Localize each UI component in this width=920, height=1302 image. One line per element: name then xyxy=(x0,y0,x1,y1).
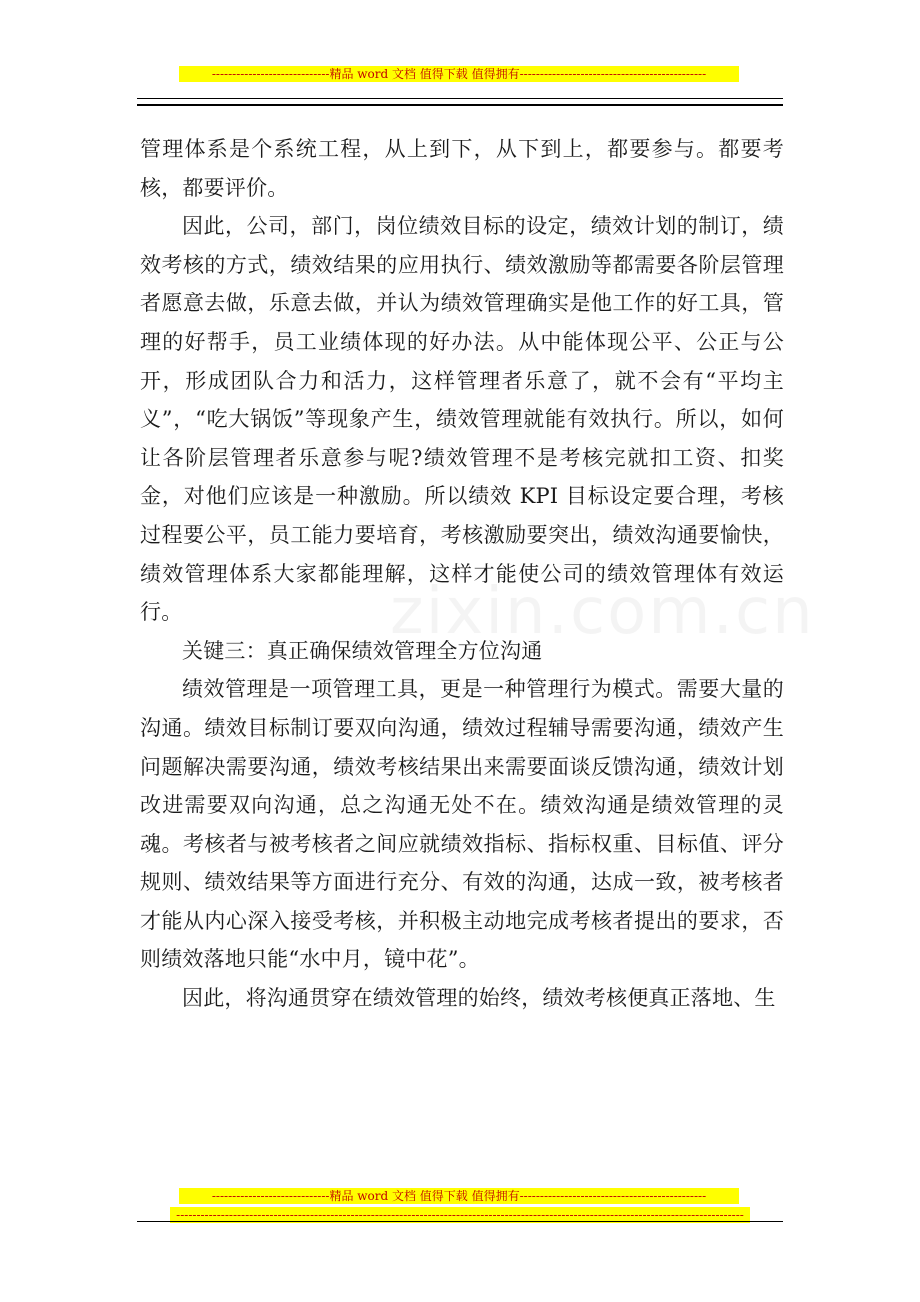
document-body xyxy=(140,130,784,1018)
footer-rule xyxy=(137,1221,783,1222)
paragraph-1: 管理体系是个系统工程，从上到下，从下到上，都要参与。都要考核，都要评价。 xyxy=(140,137,784,200)
footer-dash-banner: -------------------------------------------------------------------------------------------------------------------------------------------- xyxy=(170,1207,750,1223)
footer-banner: -----------------------------精品 word 文档 值得下载 值得拥有---------------------------------------------- xyxy=(179,1188,739,1204)
header-rule-thick xyxy=(137,104,783,106)
header-banner: -----------------------------精品 word 文档 值得下载 值得拥有---------------------------------------------- xyxy=(179,66,739,82)
header-rule-thin xyxy=(137,98,783,99)
paragraph-4: 因此，将沟通贯穿在绩效管理的始终，绩效考核便真正落地、生 xyxy=(182,986,776,1011)
section-heading: 关键三：真正确保绩效管理全方位沟通 xyxy=(182,638,543,663)
paragraph-3: 绩效管理是一项管理工具，更是一种管理行为模式。需要大量的沟通。绩效目标制订要双向沟通，绩效过程辅导需要沟通，绩效产生问题解决需要沟通，绩效考核结果出来需要面谈反馈沟通，绩效计划改进需要双向沟通，总之沟通无处不在。绩效沟通是绩效管理的灵魂。考核者与被考核者之间应就绩效指标、指标权重、目标值、评分规则、绩效结果等方面进行充分、有效的沟通，达成一致，被考核者才能从内心深入接受考核，并积极主动地完成考核者提出的要求，否则绩效落地只能“水中月，镜中花”。 xyxy=(140,677,784,972)
paragraph-2: 因此，公司，部门，岗位绩效目标的设定，绩效计划的制订，绩效考核的方式，绩效结果的应用执行、绩效激励等都需要各阶层管理者愿意去做，乐意去做，并认为绩效管理确实是他工作的好工具，管理的好帮手，员工业绩体现的好办法。从中能体现公平、公正与公开，形成团队合力和活力，这样管理者乐意了，就不会有“平均主义”，“吃大锅饭”等现象产生，绩效管理就能有效执行。所以，如何让各阶层管理者乐意参与呢?绩效管理不是考核完就扣工资、扣奖金，对他们应该是一种激励。所以绩效 KPI 目标设定要合理，考核过程要公平，员工能力要培育，考核激励要突出，绩效沟通要愉快，绩效管理体系大家都能理解，这样才能使公司的绩效管理体有效运行。 xyxy=(140,214,784,625)
